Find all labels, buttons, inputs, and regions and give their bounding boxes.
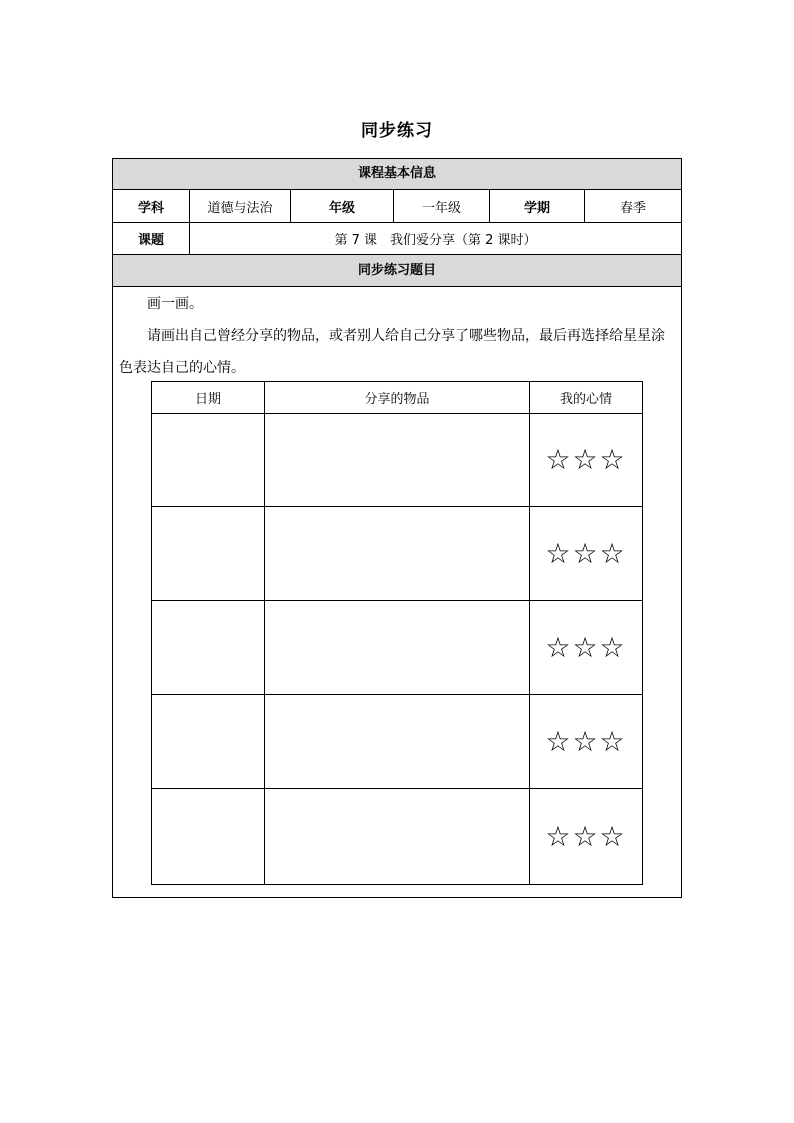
table-row xyxy=(152,507,642,601)
date-cell[interactable] xyxy=(152,695,265,788)
info-header: 课程基本信息 xyxy=(357,166,436,181)
header-item: 分享的物品 xyxy=(265,382,530,413)
star-outline-icon[interactable]: ☆☆☆ xyxy=(545,724,627,758)
date-cell[interactable] xyxy=(152,507,265,600)
mood-cell xyxy=(530,413,642,506)
item-drawing-cell[interactable] xyxy=(265,601,530,694)
item-drawing-cell[interactable] xyxy=(265,413,530,506)
header-date: 日期 xyxy=(152,382,265,413)
course-table xyxy=(112,158,682,898)
info-header-row xyxy=(113,159,681,190)
topic-value: 第 7 课 我们爱分享（第 2 课时） xyxy=(334,233,537,248)
exercise-header: 同步练习题目 xyxy=(357,263,436,278)
page-title: 同步练习 xyxy=(361,121,433,141)
item-drawing-cell[interactable] xyxy=(265,695,530,788)
exercise-header-row xyxy=(113,255,681,287)
term-value: 春季 xyxy=(619,200,646,216)
item-drawing-cell[interactable] xyxy=(265,789,530,884)
header-mood: 我的心情 xyxy=(559,392,612,407)
table-row xyxy=(152,789,642,884)
sharing-table xyxy=(151,381,643,885)
date-cell[interactable] xyxy=(152,413,265,506)
subject-label: 学科 xyxy=(113,190,190,222)
table-row xyxy=(152,695,642,789)
instruction-title: 画一画。 xyxy=(147,296,203,312)
grade-value: 一年级 xyxy=(394,190,490,222)
mood-cell xyxy=(530,695,642,788)
info-row-topic xyxy=(113,223,681,255)
item-drawing-cell[interactable] xyxy=(265,507,530,600)
sharing-table-header xyxy=(152,382,642,414)
topic-label: 课题 xyxy=(113,223,190,254)
star-outline-icon[interactable]: ☆☆☆ xyxy=(545,630,627,664)
table-row xyxy=(152,413,642,507)
table-row xyxy=(152,601,642,695)
mood-cell xyxy=(530,789,642,884)
mood-cell xyxy=(530,601,642,694)
grade-label: 年级 xyxy=(291,190,394,222)
date-cell[interactable] xyxy=(152,601,265,694)
star-outline-icon[interactable]: ☆☆☆ xyxy=(545,819,627,853)
info-row-subject xyxy=(113,190,681,223)
star-outline-icon[interactable]: ☆☆☆ xyxy=(545,536,627,570)
subject-value: 道德与法治 xyxy=(190,190,291,222)
date-cell[interactable] xyxy=(152,789,265,884)
term-label: 学期 xyxy=(490,190,585,222)
instruction-text: 请画出自己曾经分享的物品，或者别人给自己分享了哪些物品，最后再选择给星星涂色表达自己的心情。 xyxy=(119,328,665,376)
star-outline-icon[interactable]: ☆☆☆ xyxy=(545,442,627,476)
mood-cell xyxy=(530,507,642,600)
